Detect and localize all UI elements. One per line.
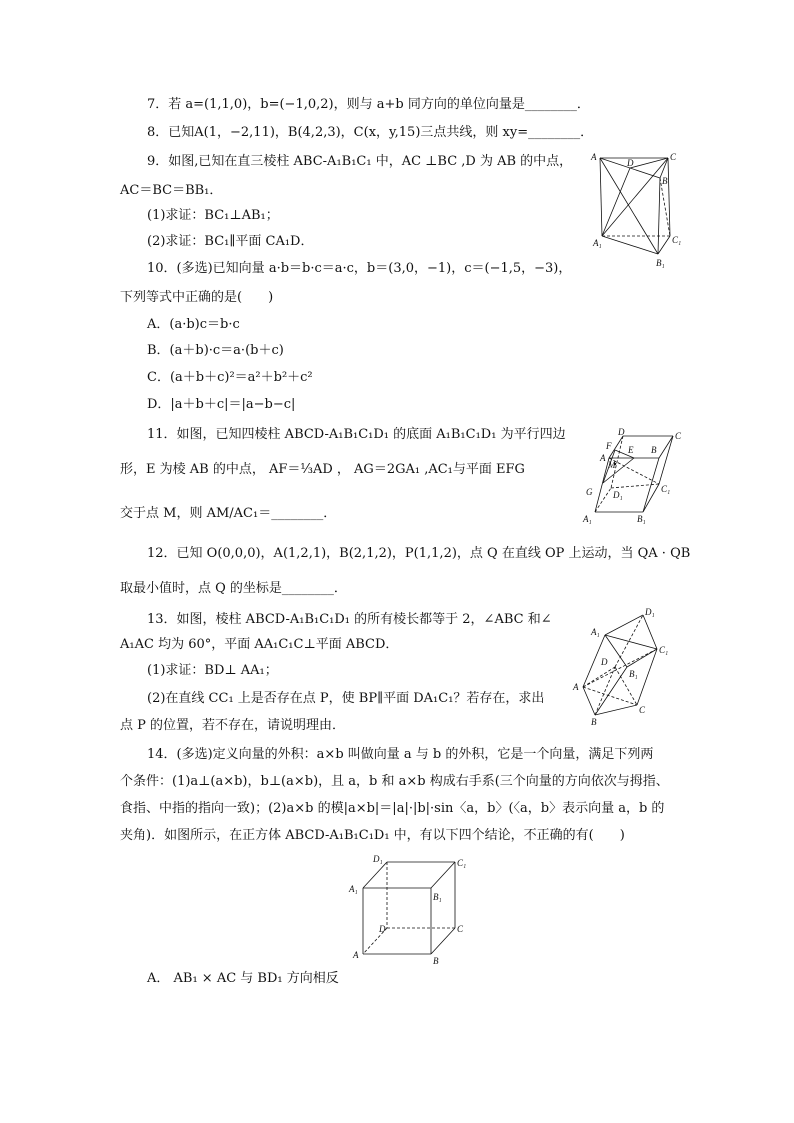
fig14-label-0: D₁	[373, 854, 383, 864]
problem-14-condition-2: 食指、中指的指向一致)；(2)a×b 的模|a×b|＝|a|·|b|·sin〈a，b〉(〈a，b〉表示向量 a，b 的	[120, 801, 665, 816]
fig11-label-8: D₁	[613, 490, 623, 500]
problem-9-part2: (2)求证：BC₁∥平面 CA₁D．	[147, 234, 314, 249]
fig13-label-7: B	[591, 717, 597, 727]
problem-10-question: 下列等式中正确的是( )	[120, 290, 274, 305]
fig11-label-11: B₁	[637, 514, 646, 524]
problem-10-option-b: B．(a＋b)·c＝a·(b＋c)	[147, 343, 284, 358]
fig14-label-3: B₁	[433, 892, 442, 902]
fig13-label-6: C	[639, 705, 646, 715]
fig9-label-6: B₁	[656, 258, 665, 268]
fig14-label-1: C₁	[457, 858, 467, 868]
fig11-label-2: F	[606, 441, 612, 451]
fig13-label-0: D₁	[645, 607, 655, 617]
problem-10-option-c: C．(a＋b＋c)²＝a²＋b²＋c²	[147, 370, 313, 385]
problem-10-option-a: A．(a·b)c＝b·c	[147, 317, 240, 332]
figure-prism-9	[590, 148, 690, 270]
problem-11-question: 交于点 M，则 AM/AC₁＝________．	[120, 506, 337, 521]
problem-10-option-d: D．|a＋b＋c|＝|a−b−c|	[147, 397, 296, 412]
problem-13-stem: 13．如图，棱柱 ABCD-A₁B₁C₁D₁ 的所有棱长都等于 2，∠ABC 和∠	[147, 612, 552, 627]
fig11-label-7: G	[586, 487, 593, 497]
figure-prism-11	[573, 428, 685, 526]
fig11-label-5: B	[651, 445, 657, 455]
fig9-label-2: C	[670, 152, 677, 162]
problem-11-stem: 11．如图，已知四棱柱 ABCD-A₁B₁C₁D₁ 的底面 A₁B₁C₁D₁ 为平行四边	[147, 427, 566, 442]
fig11-label-0: D	[618, 428, 625, 437]
problem-9-part1: (1)求证：BC₁⊥AB₁；	[147, 208, 279, 223]
problem-14-stem: 14．(多选)定义向量的外积：a×b 叫做向量 a 与 b 的外积，它是一个向量，满足下列两	[147, 747, 654, 762]
fig13-label-4: B₁	[629, 669, 638, 679]
fig14-label-2: A₁	[349, 884, 358, 894]
fig13-label-5: A	[573, 682, 579, 692]
problem-11-condition: 形，E 为棱 AB 的中点， AF＝⅓AD ， AG＝2GA₁ ,AC₁与平面 EFG	[120, 462, 525, 477]
fig9-label-0: A	[591, 152, 597, 162]
fig9-label-1: D	[627, 158, 634, 168]
figure-prism-13	[565, 605, 685, 727]
fig14-label-7: B	[433, 956, 439, 965]
problem-14-condition-1: 个条件：(1)a⊥(a×b)，b⊥(a×b)，且 a，b 和 a×b 构成右手系(三个向量的方向依次与拇指、	[120, 774, 669, 789]
fig9-label-4: A₁	[593, 238, 602, 248]
fig11-label-3: A	[600, 453, 606, 463]
problem-12-question: 取最小值时，点 Q 的坐标是________．	[120, 581, 347, 596]
fig14-label-5: C	[457, 924, 464, 934]
fig13-label-2: C₁	[659, 645, 669, 655]
problem-13-part2-cont: 点 P 的位置，若不存在，请说明理由．	[120, 718, 346, 733]
problem-13-part2: (2)在直线 CC₁ 上是否存在点 P，使 BP∥平面 DA₁C₁？若存在，求出	[147, 691, 545, 706]
problem-9-stem: 9．如图,已知在直三棱柱 ABC-A₁B₁C₁ 中，AC ⊥BC ,D 为 AB 的中点，	[147, 154, 573, 169]
problem-7: 7．若 a=(1,1,0)，b=(−1,0,2)，则与 a+b 同方向的单位向量是________．	[147, 97, 590, 112]
problem-14-question: 夹角)．如图所示，在正方体 ABCD-A₁B₁C₁D₁ 中，有以下四个结论，不正确的有( )	[120, 828, 625, 843]
fig11-label-1: C	[675, 431, 682, 441]
problem-12-stem: 12．已知 O(0,0,0)，A(1,2,1)，B(2,1,2)，P(1,1,2)，点 Q 在直线 OP 上运动，当 QA · QB	[147, 546, 691, 561]
fig11-label-10: A₁	[583, 514, 592, 524]
problem-9-condition: AC＝BC＝BB₁．	[120, 183, 223, 198]
fig11-label-4: E	[628, 445, 634, 455]
problem-10-stem: 10．(多选)已知向量 a·b＝b·c＝a·c，b＝(3,0，−1)，c＝(−1,5，−3)，	[147, 261, 572, 276]
fig13-label-3: D	[601, 657, 608, 667]
fig14-label-4: D	[379, 924, 386, 934]
fig11-label-9: C₁	[661, 484, 671, 494]
problem-13-condition: A₁AC 均为 60°，平面 AA₁C₁C⊥平面 ABCD．	[120, 637, 399, 652]
problem-8: 8．已知A(1，−2,11)，B(4,2,3)，C(x，y,15)三点共线，则 xy=________．	[147, 125, 594, 140]
fig13-label-1: A₁	[591, 627, 600, 637]
fig14-label-6: A	[353, 950, 359, 960]
problem-14-option-a: A． AB₁ × AC 与 BD₁ 方向相反	[147, 971, 339, 986]
problem-13-part1: (1)求证：BD⊥ AA₁；	[147, 663, 278, 678]
fig11-label-6: M	[608, 460, 616, 470]
fig9-label-5: C₁	[672, 235, 682, 245]
figure-cube-14	[345, 850, 475, 965]
fig9-label-3: B	[662, 176, 668, 186]
